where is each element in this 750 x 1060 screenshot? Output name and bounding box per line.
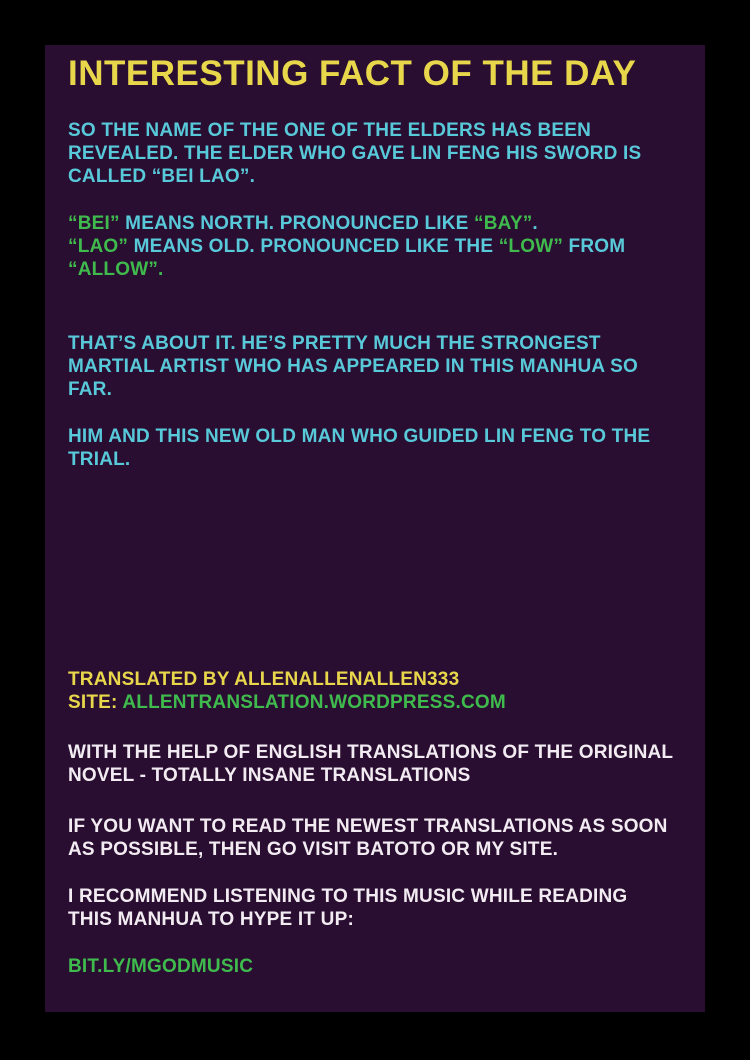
note-panel bbox=[45, 45, 705, 1012]
paragraph-old-man bbox=[68, 425, 691, 471]
text-line bbox=[68, 212, 691, 235]
page-title: INTERESTING FACT OF THE DAY bbox=[68, 54, 637, 93]
text-line bbox=[68, 815, 691, 838]
text-segment: REVEALED. THE ELDER WHO GAVE LIN FENG HIS SWORD IS bbox=[68, 143, 642, 164]
text-segment: MEANS OLD. PRONOUNCED LIKE THE bbox=[128, 236, 499, 257]
text-segment: SITE: bbox=[68, 692, 123, 713]
text-line bbox=[68, 691, 691, 714]
text-line bbox=[68, 258, 691, 281]
paragraph-strongest-martial-artist bbox=[68, 332, 691, 401]
paragraph-newest-translations bbox=[68, 815, 691, 861]
text-line bbox=[68, 955, 691, 978]
text-segment: “LAO” bbox=[68, 236, 129, 257]
music-link-text bbox=[68, 955, 691, 978]
text-line bbox=[68, 448, 691, 471]
text-line bbox=[68, 885, 691, 908]
paragraph-music-recommendation bbox=[68, 885, 691, 931]
text-line bbox=[68, 668, 691, 691]
text-segment: BIT.LY/MGODMUSIC bbox=[68, 956, 254, 977]
text-line bbox=[68, 142, 691, 165]
text-line bbox=[68, 119, 691, 142]
text-line bbox=[68, 378, 691, 401]
text-segment: MEANS NORTH. PRONOUNCED LIKE bbox=[119, 213, 475, 234]
text-line bbox=[68, 332, 691, 355]
text-segment: NOVEL - TOTALLY INSANE TRANSLATIONS bbox=[68, 765, 471, 786]
text-segment: FAR. bbox=[68, 379, 113, 400]
text-line bbox=[68, 764, 691, 787]
text-line bbox=[68, 741, 691, 764]
text-segment: SO THE NAME OF THE ONE OF THE ELDERS HAS BEEN bbox=[68, 120, 592, 141]
paragraph-pronunciation bbox=[68, 212, 691, 281]
text-segment: “BEI” bbox=[68, 213, 120, 234]
text-segment: HIM AND THIS NEW OLD MAN WHO GUIDED LIN FENG TO THE bbox=[68, 426, 651, 447]
text-segment: “ALLOW”. bbox=[68, 259, 164, 280]
text-segment: “BAY” bbox=[474, 213, 533, 234]
text-segment: “LOW” bbox=[498, 236, 564, 257]
text-line bbox=[68, 235, 691, 258]
text-segment: . bbox=[532, 213, 538, 234]
text-segment: THAT’S ABOUT IT. HE’S PRETTY MUCH THE STRONGEST bbox=[68, 333, 601, 354]
text-segment: CALLED “BEI LAO”. bbox=[68, 166, 256, 187]
text-segment: WITH THE HELP OF ENGLISH TRANSLATIONS OF THE ORIGINAL bbox=[68, 742, 674, 763]
paragraph-novel-credit bbox=[68, 741, 691, 787]
text-segment: AS POSSIBLE, THEN GO VISIT BATOTO OR MY SITE. bbox=[68, 839, 559, 860]
text-segment: TRANSLATED BY ALLENALLENALLEN333 bbox=[68, 669, 460, 690]
text-line bbox=[68, 165, 691, 188]
text-line bbox=[68, 838, 691, 861]
text-segment: I RECOMMEND LISTENING TO THIS MUSIC WHILE READING bbox=[68, 886, 628, 907]
text-segment: TRIAL. bbox=[68, 449, 131, 470]
text-segment: ALLENTRANSLATION.WORDPRESS.COM bbox=[122, 692, 506, 713]
text-segment: MARTIAL ARTIST WHO HAS APPEARED IN THIS MANHUA SO bbox=[68, 356, 638, 377]
text-line bbox=[68, 908, 691, 931]
text-line bbox=[68, 425, 691, 448]
text-segment: FROM bbox=[563, 236, 626, 257]
paragraph-elder-name bbox=[68, 119, 691, 188]
text-segment: IF YOU WANT TO READ THE NEWEST TRANSLATIONS AS SOON bbox=[68, 816, 668, 837]
translator-credit bbox=[68, 668, 691, 714]
text-line bbox=[68, 355, 691, 378]
text-segment: THIS MANHUA TO HYPE IT UP: bbox=[68, 909, 354, 930]
